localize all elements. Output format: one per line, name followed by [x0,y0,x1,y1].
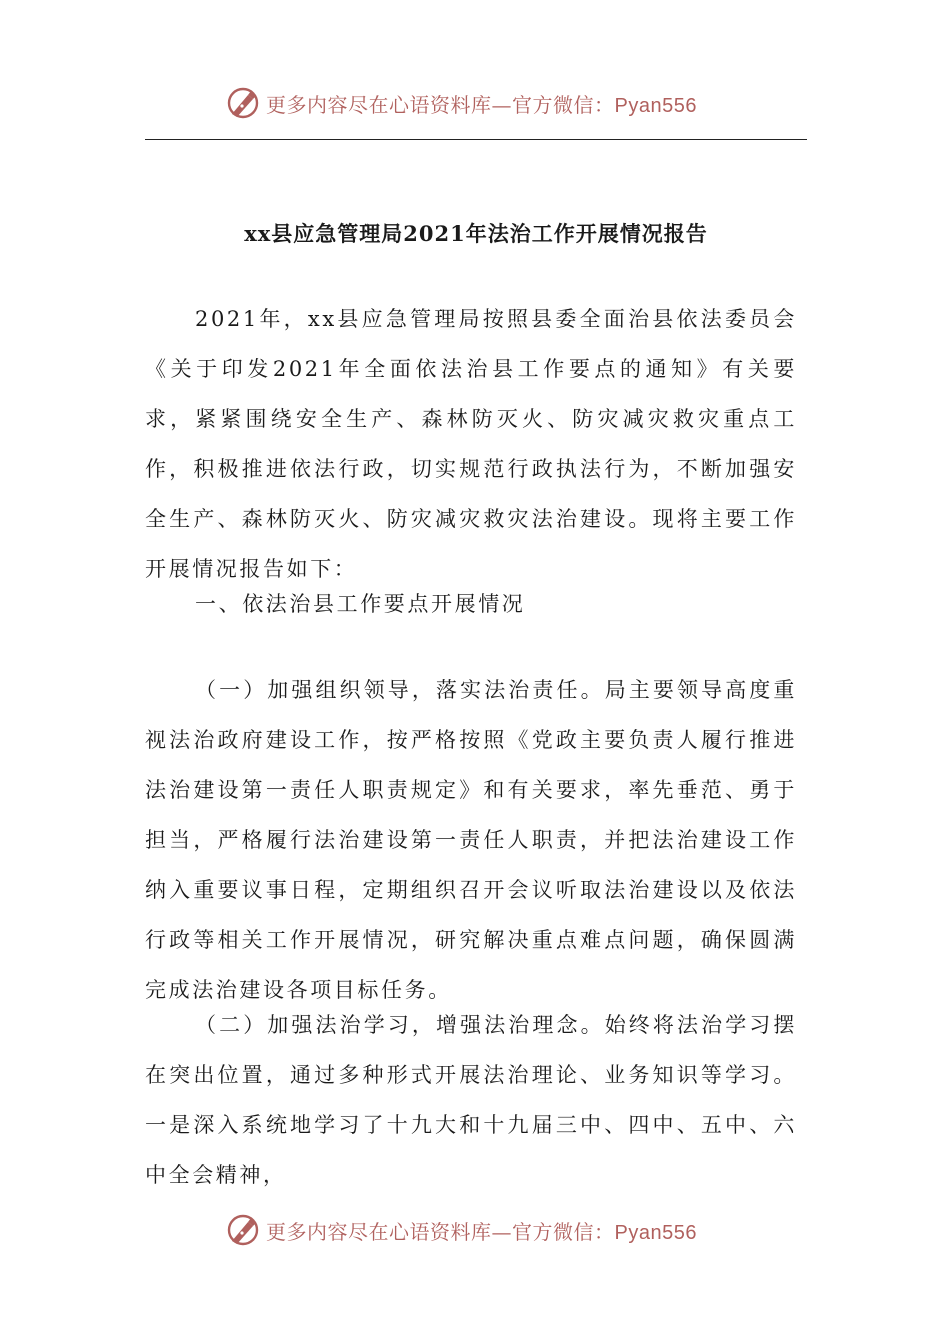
footer-banner [226,1210,726,1250]
banner-text: 更多内容尽在心语资料库—官方微信：Pyan556 [266,92,697,117]
header-rule [145,139,807,140]
header-banner [226,83,726,123]
document-title: xx县应急管理局2021年法治工作开展情况报告 [244,221,708,246]
wechat-id: Pyan556 [614,94,697,117]
body-paragraph: （一）加强组织领导，落实法治责任。局主要领导高度重视法治政府建设工作，按严格按照《党政主要负责人履行推进法治建设第一责任人职责规定》和有关要求，率先垂范、勇于担当，严格履行法治建设第一责任人职责，并把法治建设工作纳入重要议事日程，定期组织召开会议听取法治建设以及依法行政等相关工作开展情况，研究解决重点难点问题，确保圆满完成法治建设各项目标任务。 [145,678,797,1002]
pen-nib-logo-icon [226,86,260,120]
body-paragraph: （二）加强法治学习，增强法治理念。始终将法治学习摆在突出位置，通过多种形式开展法治理论、业务知识等学习。一是深入系统地学习了十九大和十九届三中、四中、五中、六中全会精神， [145,1013,797,1187]
wechat-id: Pyan556 [614,1221,697,1244]
pen-nib-logo-icon [226,1213,260,1247]
section-heading: 一、依法治县工作要点开展情况 [195,592,526,616]
banner-text: 更多内容尽在心语资料库—官方微信：Pyan556 [266,1219,697,1244]
intro-paragraph: 2021年，xx县应急管理局按照县委全面治县依法委员会《关于印发2021年全面依法治县工作要点的通知》有关要求，紧紧围绕安全生产、森林防灭火、防灾减灾救灾重点工作，积极推进依法行政，切实规范行政执法行为，不断加强安全生产、森林防灭火、防灾减灾救灾法治建设。现将主要工作开展情况报告如下： [145,307,797,581]
